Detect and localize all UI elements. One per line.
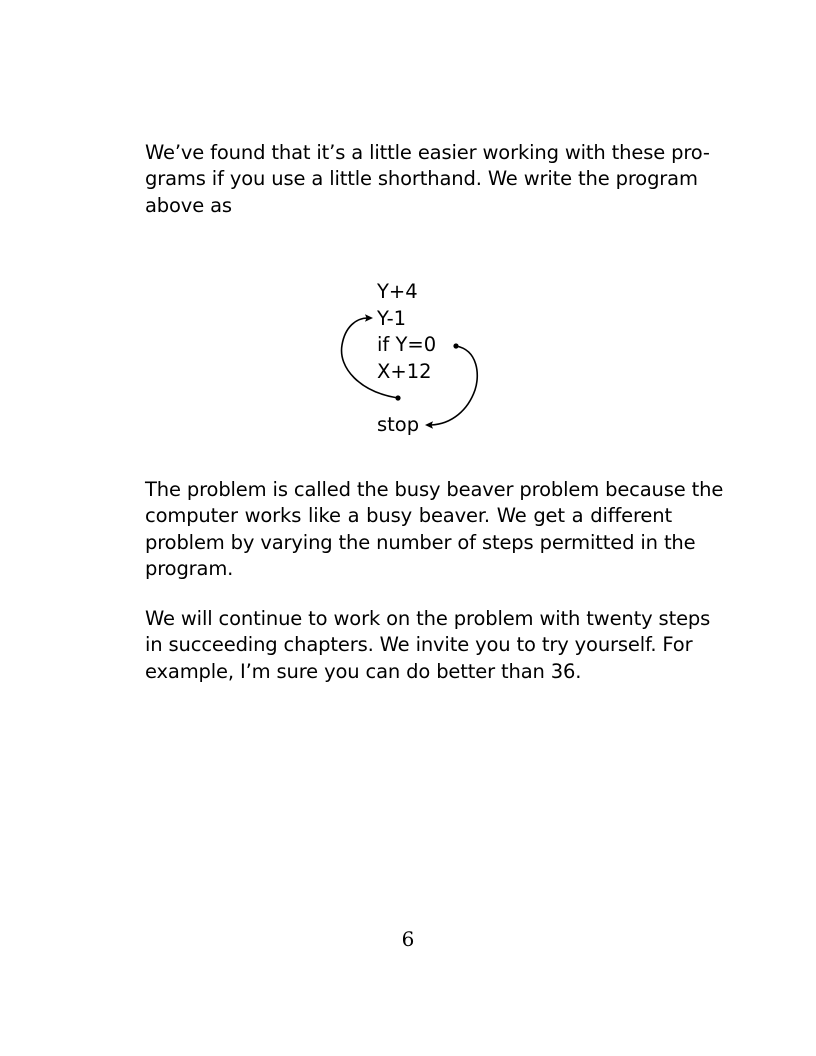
program-statement-if-y-equals-0: if Y=0 [377, 333, 437, 356]
paragraph-continue [145, 606, 711, 685]
paragraph-line: in succeeding chapters. We invite you to try yourself. For [145, 633, 693, 657]
program-statement-x-plus-12: X+12 [377, 359, 432, 383]
paragraph-intro [145, 140, 710, 219]
paragraph-line: computer works like a busy beaver. We get a different [145, 504, 672, 528]
paragraph-line: The problem is called the busy beaver problem because the [145, 478, 724, 501]
paragraph-line: grams if you use a little shorthand. We write the program [145, 167, 698, 191]
program-statement-stop: stop [377, 412, 420, 436]
paragraph-line: problem by varying the number of steps permitted in the [145, 530, 696, 554]
program-statement-y-minus-1: Y-1 [377, 306, 407, 330]
paragraph-line: We’ve found that it’s a little easier working with these pro- [145, 141, 710, 164]
page-number: 6 [401, 927, 415, 951]
paragraph-line: We will continue to work on the problem with twenty steps [145, 607, 711, 630]
paragraph-line: program. [145, 556, 234, 580]
program-statement-y-plus-4: Y+4 [377, 280, 418, 303]
paragraph-line: example, I’m sure you can do better than 36. [145, 659, 582, 683]
paragraph-line: above as [145, 193, 232, 217]
paragraph-busy-beaver [145, 477, 724, 582]
